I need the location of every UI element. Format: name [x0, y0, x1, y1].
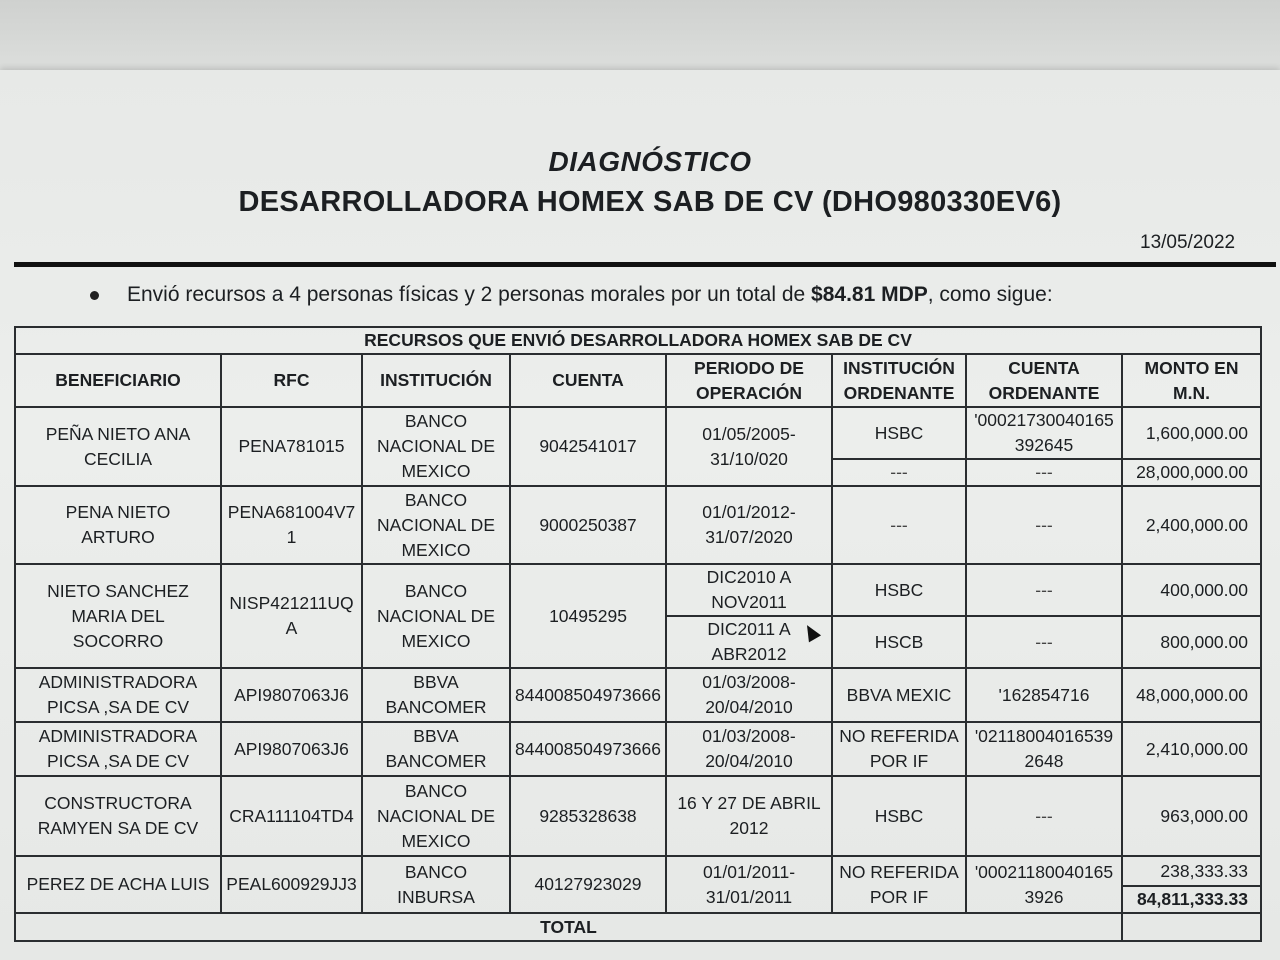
cell-periodo: DIC2011 A ABR2012: [666, 616, 832, 668]
cell-inst-ordenante: HSBC: [832, 407, 966, 459]
cell-rfc: API9807063J6: [221, 668, 362, 722]
total-value: 84,811,333.33: [1122, 886, 1261, 913]
cell-inst-ordenante: ---: [832, 486, 966, 564]
cell-institucion: BANCO NACIONAL DE MEXICO: [362, 776, 510, 856]
cell-periodo: 16 Y 27 DE ABRIL 2012: [666, 776, 832, 856]
cell-institucion: BANCO NACIONAL DE MEXICO: [362, 564, 510, 668]
table-row: [15, 856, 1261, 886]
cell-cuenta-ordenante: '162854716: [966, 668, 1122, 722]
bullet-icon: [90, 291, 99, 300]
summary-text-before: Envió recursos a 4 personas físicas y 2 personas morales por un total de: [127, 283, 812, 306]
header-rfc: RFC: [221, 354, 362, 407]
table-row: [15, 564, 1261, 616]
total-label: TOTAL: [15, 913, 1122, 941]
cell-cuenta-ordenante: ---: [966, 486, 1122, 564]
cell-inst-ordenante: BBVA MEXIC: [832, 668, 966, 722]
document-title: DIAGNÓSTICO: [548, 146, 752, 177]
table-row: [15, 722, 1261, 776]
header-inst-ordenante: INSTITUCIÓN ORDENANTE: [832, 354, 966, 407]
cell-beneficiario: ADMINISTRADORA PICSA ,SA DE CV: [15, 668, 221, 722]
cell-monto: 48,000,000.00: [1122, 668, 1261, 722]
cell-cuenta-ordenante: '021180040165392648: [966, 722, 1122, 776]
cell-cuenta: 844008504973666: [510, 722, 666, 776]
table-title: RECURSOS QUE ENVIÓ DESARROLLADORA HOMEX SAB DE CV: [15, 327, 1261, 354]
summary-bullet: [90, 283, 1053, 307]
cell-cuenta: 844008504973666: [510, 668, 666, 722]
header-periodo: PERIODO DE OPERACIÓN: [666, 354, 832, 407]
cell-monto: 400,000.00: [1122, 564, 1261, 616]
cell-rfc: PENA681004V71: [221, 486, 362, 564]
cell-inst-ordenante: HSBC: [832, 564, 966, 616]
cell-rfc: CRA111104TD4: [221, 776, 362, 856]
cell-rfc: NISP421211UQA: [221, 564, 362, 668]
cell-rfc: API9807063J6: [221, 722, 362, 776]
total-empty-cell: [1122, 913, 1261, 941]
cell-periodo: 01/03/2008-20/04/2010: [666, 668, 832, 722]
cell-periodo: DIC2010 A NOV2011: [666, 564, 832, 616]
cell-cuenta-ordenante: '000211800401653926: [966, 856, 1122, 913]
cell-beneficiario: PEÑA NIETO ANA CECILIA: [15, 407, 221, 486]
cell-inst-ordenante: NO REFERIDA POR IF: [832, 856, 966, 913]
table-row: [15, 776, 1261, 856]
table-row: [15, 668, 1261, 722]
header-cuenta-ordenante: CUENTA ORDENANTE: [966, 354, 1122, 407]
cell-cuenta-ordenante: ---: [966, 616, 1122, 668]
cell-institucion: BBVA BANCOMER: [362, 668, 510, 722]
cell-monto: 28,000,000.00: [1122, 459, 1261, 486]
document-date: 13/05/2022: [1140, 232, 1236, 253]
cell-monto: 963,000.00: [1122, 776, 1261, 856]
summary-amount: $84.81 MDP: [811, 283, 928, 306]
cell-periodo: 01/01/2012-31/07/2020: [666, 486, 832, 564]
cell-inst-ordenante: ---: [832, 459, 966, 486]
cell-monto: 238,333.33: [1122, 856, 1261, 886]
summary-text-after: , como sigue:: [927, 283, 1053, 306]
cell-monto: 800,000.00: [1122, 616, 1261, 668]
table-row: [15, 407, 1261, 459]
cell-cuenta-ordenante: ---: [966, 776, 1122, 856]
cell-institucion: BANCO INBURSA: [362, 856, 510, 913]
cell-beneficiario: ADMINISTRADORA PICSA ,SA DE CV: [15, 722, 221, 776]
header-beneficiario: BENEFICIARIO: [15, 354, 221, 407]
header-institucion: INSTITUCIÓN: [362, 354, 510, 407]
cell-monto: 1,600,000.00: [1122, 407, 1261, 459]
background-strip: [0, 0, 1280, 70]
cell-inst-ordenante: NO REFERIDA POR IF: [832, 722, 966, 776]
cell-inst-ordenante: HSCB: [832, 616, 966, 668]
cell-rfc: PEAL600929JJ3: [221, 856, 362, 913]
cell-cuenta: 9042541017: [510, 407, 666, 486]
cell-rfc: PENA781015: [221, 407, 362, 486]
table-header-row: [15, 354, 1261, 407]
cell-institucion: BBVA BANCOMER: [362, 722, 510, 776]
cell-cuenta-ordenante: ---: [966, 459, 1122, 486]
table-row: [15, 486, 1261, 564]
resources-table: [14, 326, 1262, 942]
cell-inst-ordenante: HSBC: [832, 776, 966, 856]
cell-monto: 2,410,000.00: [1122, 722, 1261, 776]
cell-cuenta-ordenante: '00021730040165392645: [966, 407, 1122, 459]
cell-beneficiario: NIETO SANCHEZ MARIA DEL SOCORRO: [15, 564, 221, 668]
cell-cuenta: 40127923029: [510, 856, 666, 913]
cell-cuenta-ordenante: ---: [966, 564, 1122, 616]
document-subtitle: DESARROLLADORA HOMEX SAB DE CV (DHO980330EV6): [238, 186, 1062, 218]
cell-beneficiario: PENA NIETO ARTURO: [15, 486, 221, 564]
cell-institucion: BANCO NACIONAL DE MEXICO: [362, 486, 510, 564]
total-row: [15, 913, 1261, 941]
cell-cuenta: 9000250387: [510, 486, 666, 564]
cell-periodo: 01/05/2005-31/10/020: [666, 407, 832, 486]
header-cuenta: CUENTA: [510, 354, 666, 407]
cell-cuenta: 10495295: [510, 564, 666, 668]
cell-beneficiario: CONSTRUCTORA RAMYEN SA DE CV: [15, 776, 221, 856]
cell-cuenta: 9285328638: [510, 776, 666, 856]
cell-beneficiario: PEREZ DE ACHA LUIS: [15, 856, 221, 913]
cell-monto: 2,400,000.00: [1122, 486, 1261, 564]
cell-institucion: BANCO NACIONAL DE MEXICO: [362, 407, 510, 486]
divider-rule: [14, 262, 1276, 267]
header-monto: MONTO EN M.N.: [1122, 354, 1261, 407]
cell-periodo: 01/01/2011-31/01/2011: [666, 856, 832, 913]
cell-periodo: 01/03/2008-20/04/2010: [666, 722, 832, 776]
